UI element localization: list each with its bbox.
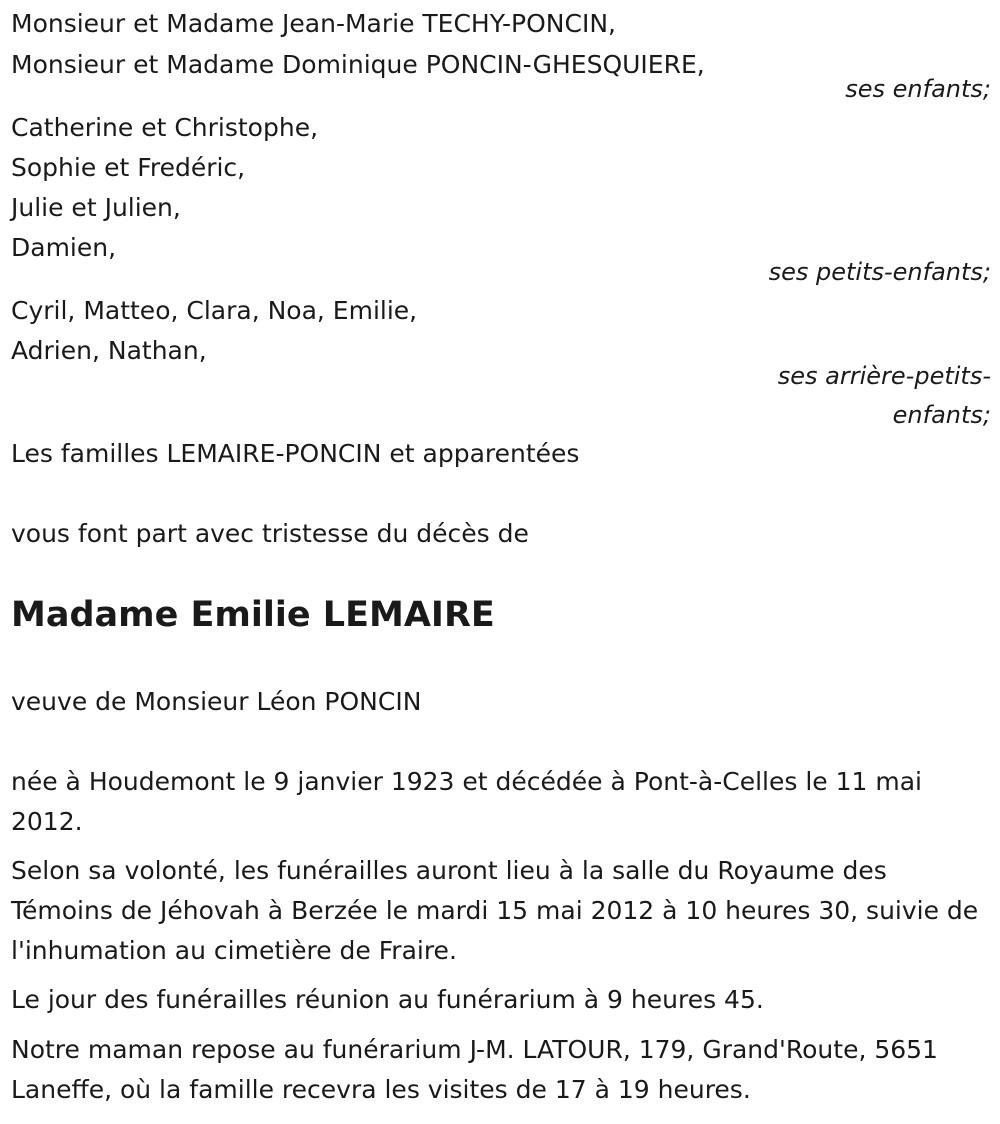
- great-grandchild-line-1: Cyril, Matteo, Clara, Noa, Emilie,: [11, 296, 418, 325]
- grandchild-line-3: Julie et Julien,: [11, 193, 181, 222]
- grandchild-line-4: Damien,: [11, 233, 117, 262]
- widow-of: veuve de Monsieur Léon PONCIN: [11, 687, 422, 716]
- birth-death-paragraph: née à Houdemont le 9 janvier 1923 et décédée à Pont-à-Celles le 11 mai 2012.: [11, 767, 922, 836]
- visitation-paragraph: Notre maman repose au funérarium J-M. LATOUR, 179, Grand'Route, 5651 Laneffe, où la famille recevra les visites de 17 à 19 heures.: [11, 1035, 938, 1104]
- grandchildren-role: ses petits-enfants;: [768, 258, 991, 286]
- children-line-2: Monsieur et Madame Dominique PONCIN-GHESQUIERE,: [11, 50, 705, 79]
- families-line: Les familles LEMAIRE-PONCIN et apparentées: [11, 439, 580, 468]
- great-grandchildren-role-1: ses arrière-petits-: [777, 362, 991, 390]
- great-grandchildren-role-2: enfants;: [892, 401, 991, 429]
- announcement: vous font part avec tristesse du décès de: [11, 519, 529, 548]
- grandchild-line-2: Sophie et Fredéric,: [11, 153, 246, 182]
- deceased-name: Madame Emilie LEMAIRE: [11, 595, 495, 635]
- meeting-paragraph: Le jour des funérailles réunion au funérarium à 9 heures 45.: [11, 985, 764, 1014]
- great-grandchild-line-2: Adrien, Nathan,: [11, 336, 207, 365]
- children-role: ses enfants;: [845, 75, 991, 103]
- funeral-paragraph: Selon sa volonté, les funérailles auront lieu à la salle du Royaume des Témoins de Jéhovah à Berzée le mardi 15 mai 2012 à 10 heures 30, suivie de l'inhumation au cimetière de Fraire.: [11, 856, 979, 965]
- grandchild-line-1: Catherine et Christophe,: [11, 113, 319, 142]
- children-line-1: Monsieur et Madame Jean-Marie TECHY-PONCIN,: [11, 9, 616, 38]
